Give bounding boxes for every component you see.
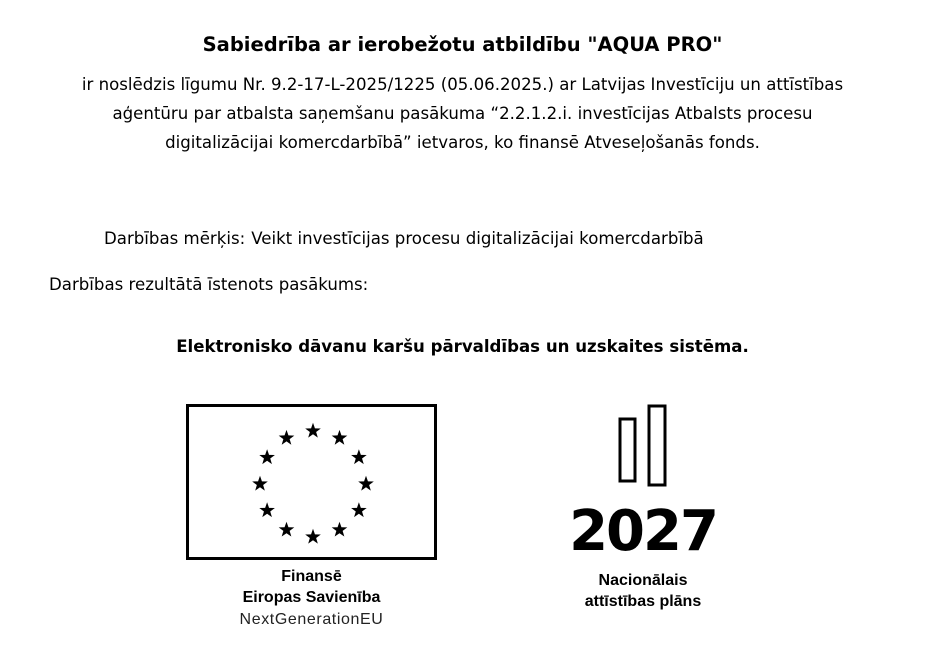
goal-value: Veikt investīcijas procesu digitalizācijai komercdarbībā bbox=[251, 229, 704, 248]
result-title: Elektronisko dāvanu karšu pārvaldības un uzskaites sistēma. bbox=[176, 337, 749, 356]
eu-stars-icon bbox=[189, 407, 434, 557]
intro-line-1: ir noslēdzis līgumu Nr. 9.2-17-L-2025/1225 (05.06.2025.) ar Latvijas Investīciju un attīstības bbox=[81, 75, 844, 94]
eu-star-icon bbox=[305, 423, 321, 438]
eu-star-icon bbox=[332, 430, 348, 445]
document-title: Sabiedrība ar ierobežotu atbildību "AQUA PRO" bbox=[202, 33, 723, 56]
eu-star-icon bbox=[351, 502, 367, 517]
intro-line-2: aģentūru par atbalsta saņemšanu pasākuma “2.2.1.2.i. investīcijas Atbalsts procesu bbox=[112, 104, 813, 123]
intro-paragraph bbox=[30, 70, 895, 157]
eu-logo-line3: NextGenerationEU bbox=[239, 611, 384, 628]
eu-funding-logo bbox=[186, 404, 441, 634]
eu-star-icon bbox=[259, 449, 275, 464]
national-development-plan-logo bbox=[548, 402, 748, 622]
eu-star-icon bbox=[305, 529, 321, 544]
eu-star-icon bbox=[351, 449, 367, 464]
npd-bars-icon bbox=[548, 402, 748, 502]
npd-year: 2027 bbox=[569, 499, 717, 564]
goal-label: Darbības mērķis: bbox=[104, 229, 246, 248]
goal-row bbox=[104, 229, 704, 248]
npd-line1: Nacionālais bbox=[598, 572, 688, 589]
eu-star-icon bbox=[279, 522, 295, 537]
eu-star-icon bbox=[358, 476, 374, 491]
eu-star-icon bbox=[279, 430, 295, 445]
eu-star-icon bbox=[259, 502, 275, 517]
npd-line2: attīstības plāns bbox=[584, 593, 702, 610]
eu-flag-icon bbox=[186, 404, 437, 560]
result-label: Darbības rezultātā īstenots pasākums: bbox=[49, 275, 369, 294]
eu-logo-line1: Finansē bbox=[281, 568, 342, 585]
eu-logo-line2: Eiropas Savienība bbox=[242, 589, 381, 606]
eu-star-icon bbox=[332, 522, 348, 537]
intro-line-3: digitalizācijai komercdarbībā” ietvaros, ko finansē Atveseļošanās fonds. bbox=[165, 133, 760, 152]
eu-star-icon bbox=[252, 476, 268, 491]
